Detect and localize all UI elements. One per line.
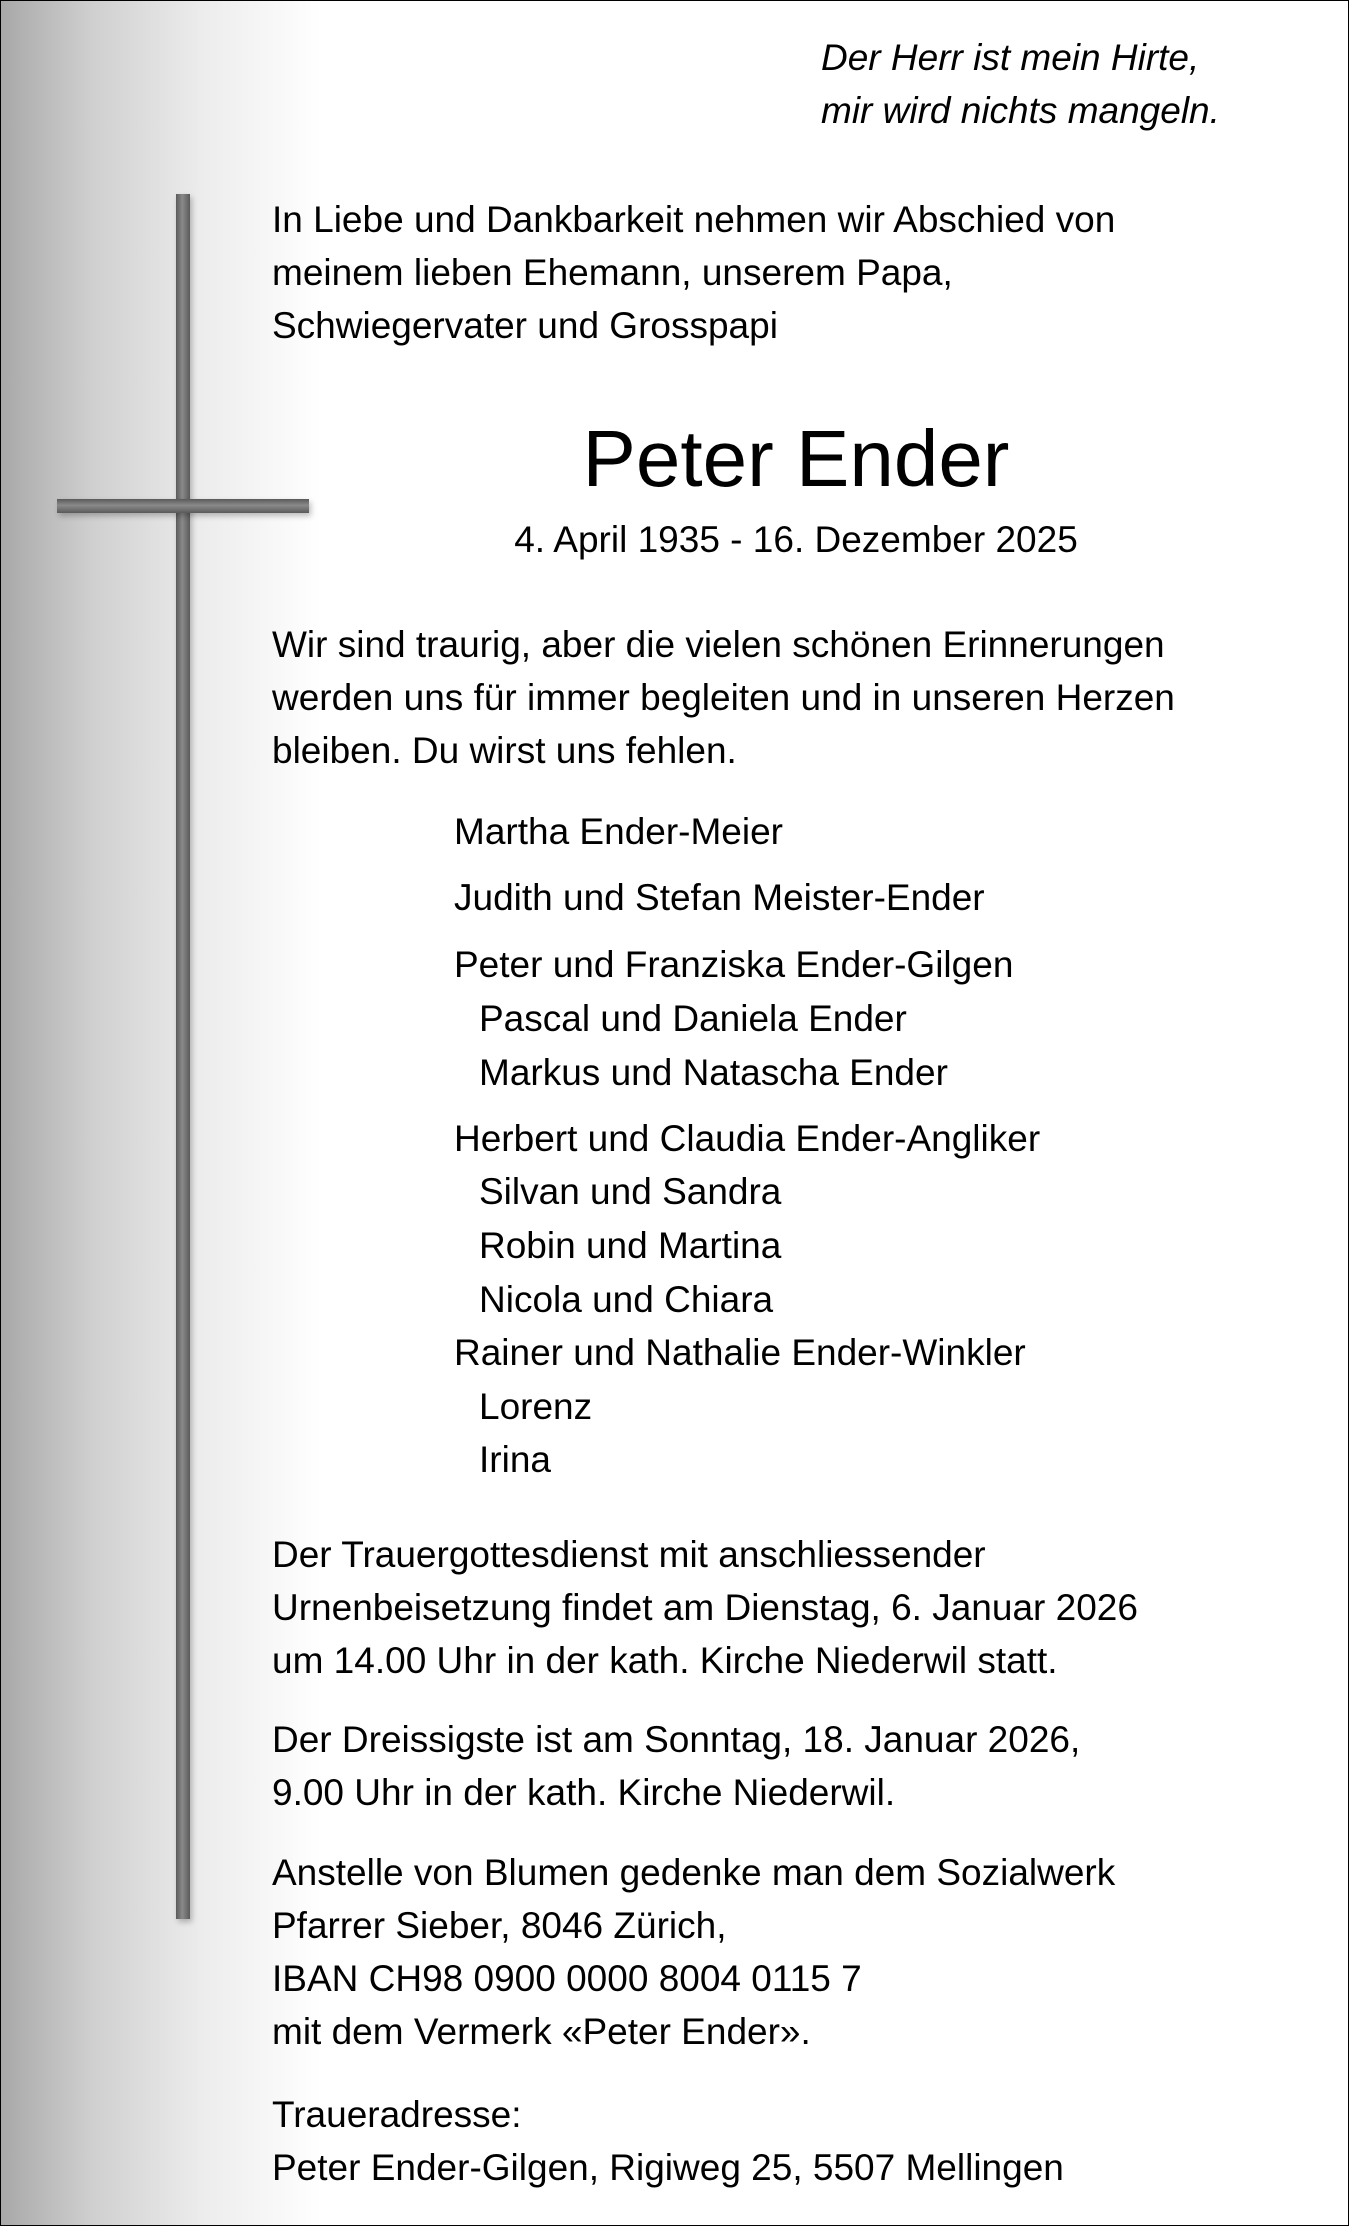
family-member: Herbert und Claudia Ender-Angliker	[454, 1118, 1041, 1159]
message-line: werden uns für immer begleiten und in unseren Herzen	[272, 677, 1175, 718]
dreissigste-line: Der Dreissigste ist am Sonntag, 18. Januar 2026,	[272, 1719, 1081, 1760]
family-member: Silvan und Sandra	[479, 1171, 782, 1212]
motto	[821, 31, 1220, 137]
intro-line: In Liebe und Dankbarkeit nehmen wir Abschied von	[272, 199, 1116, 240]
family-member: Irina	[479, 1439, 551, 1480]
service-line: Urnenbeisetzung findet am Dienstag, 6. Januar 2026	[272, 1587, 1138, 1628]
family-member: Lorenz	[479, 1386, 593, 1427]
dreissigste-info	[272, 1713, 1080, 1819]
message-line: Wir sind traurig, aber die vielen schönen Erinnerungen	[272, 624, 1165, 665]
service-info	[272, 1528, 1138, 1687]
family-member: Martha Ender-Meier	[454, 811, 784, 852]
mourning-address	[272, 2088, 1064, 2194]
family-member: Peter und Franziska Ender-Gilgen	[454, 944, 1014, 985]
intro-text	[272, 193, 1115, 352]
family-member: Markus und Natascha Ender	[479, 1052, 948, 1093]
donation-line: mit dem Vermerk «Peter Ender».	[272, 2011, 811, 2052]
donation-line: Anstelle von Blumen gedenke man dem Sozialwerk	[272, 1852, 1116, 1893]
family-member: Pascal und Daniela Ender	[479, 998, 907, 1039]
address-line: Traueradresse:	[272, 2094, 522, 2135]
donation-info	[272, 1846, 1115, 2058]
family-member: Nicola und Chiara	[479, 1279, 774, 1320]
dreissigste-line: 9.00 Uhr in der kath. Kirche Niederwil.	[272, 1772, 896, 1813]
family-member: Rainer und Nathalie Ender-Winkler	[454, 1332, 1026, 1373]
family-member: Robin und Martina	[479, 1225, 782, 1266]
address-line: Peter Ender-Gilgen, Rigiweg 25, 5507 Mellingen	[272, 2147, 1064, 2188]
family-member: Judith und Stefan Meister-Ender	[454, 877, 985, 918]
motto-line: Der Herr ist mein Hirte,	[821, 37, 1200, 78]
message-line: bleiben. Du wirst uns fehlen.	[272, 730, 737, 771]
intro-line: Schwiegervater und Grosspapi	[272, 305, 778, 346]
donation-line: IBAN CH98 0900 0000 8004 0115 7	[272, 1958, 862, 1999]
service-line: um 14.00 Uhr in der kath. Kirche Niederwil statt.	[272, 1640, 1058, 1681]
service-line: Der Trauergottesdienst mit anschliessender	[272, 1534, 986, 1575]
motto-line: mir wird nichts mangeln.	[821, 90, 1220, 131]
message-text	[272, 618, 1175, 777]
intro-line: meinem lieben Ehemann, unserem Papa,	[272, 252, 953, 293]
donation-line: Pfarrer Sieber, 8046 Zürich,	[272, 1905, 727, 1946]
deceased-name: Peter Ender	[582, 414, 1010, 503]
life-dates: 4. April 1935 - 16. Dezember 2025	[514, 519, 1078, 560]
